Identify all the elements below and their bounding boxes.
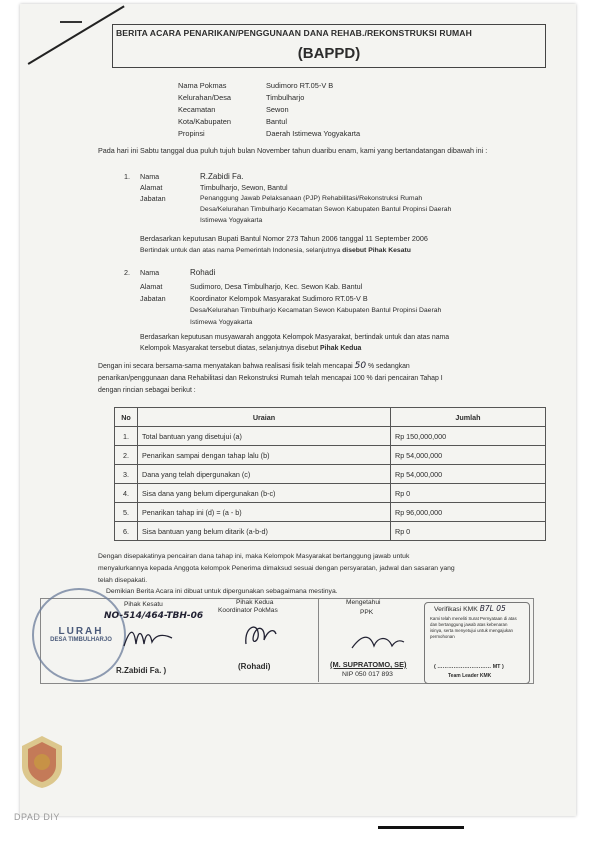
party2-number: 2.: [124, 268, 130, 277]
row-no: 6.: [115, 522, 138, 541]
sig-pihak-kedua-title: Pihak Kedua: [236, 599, 274, 606]
table-row: [115, 484, 546, 503]
closing-line3: telah disepakati.: [98, 577, 148, 584]
watermark-text: DPAD DIY: [14, 812, 60, 822]
pen-dash-mark: [60, 21, 82, 23]
intro-paragraph: Pada hari ini Sabtu tanggal dua puluh tujuh bulan November tahun duaribu enam, kami yang bertandatangan dibawah ini :: [98, 146, 488, 155]
info-value-kecamatan: Sewon: [266, 105, 289, 114]
party2-basis-line1: Berdasarkan keputusan musyawarah anggota Kelompok Masyarakat, bertindak untuk dan atas nama: [140, 334, 450, 341]
header-jumlah: Jumlah: [391, 408, 546, 427]
row-jumlah: Rp 0: [391, 484, 546, 503]
statement-line3: dengan rincian sebagai berikut :: [98, 387, 196, 394]
party2-jabatan-line1: Koordinator Kelompok Masyarakat Sudimoro RT.05-V B: [190, 294, 368, 303]
party1-jabatan-line2: Desa/Kelurahan Timbulharjo Kecamatan Sewon Kabupaten Bantul Propinsi Daerah: [200, 206, 452, 213]
party2-basis-text: Kelompok Masyarakat tersebut diatas, selanjutnya disebut: [140, 345, 321, 352]
table-header-row: [115, 408, 546, 427]
row-no: 5.: [115, 503, 138, 522]
verification-role: Team Leader KMK: [448, 673, 492, 679]
party2-basis-line2: [140, 344, 361, 354]
row-jumlah: Rp 54,000,000: [391, 465, 546, 484]
stamp-line1: LURAH: [58, 626, 104, 637]
verification-name: ( ………………………… MT ): [434, 664, 504, 670]
row-uraian: Total bantuan yang disetujui (a): [138, 427, 391, 446]
row-uraian: Sisa bantuan yang belum ditarik (a-b-d): [138, 522, 391, 541]
statement-line2: penarikan/penggunaan dana Rehabilitasi dan Rekonstruksi Rumah telah mencapai 100 % dari pencairan Tahap I: [98, 375, 443, 382]
row-jumlah: Rp 0: [391, 522, 546, 541]
closing-line2: menyalurkannya kepada Anggota kelompok Penerima dimaksud sesuai dengan persyaratan, jadwal dan sasaran yang: [98, 565, 455, 572]
header-uraian: Uraian: [138, 408, 391, 427]
signature-pihak-kesatu: [120, 626, 176, 652]
party2-alamat-label: Alamat: [140, 282, 163, 291]
row-uraian: Sisa dana yang belum dipergunakan (b-c): [138, 484, 391, 503]
verification-line4: permohonan: [430, 634, 455, 639]
sig-pihak-kesatu-title: Pihak Kesatu: [124, 601, 163, 608]
party1-alamat: Timbulharjo, Sewon, Bantul: [200, 183, 288, 192]
row-no: 2.: [115, 446, 138, 465]
info-label-desa: Kelurahan/Desa: [178, 93, 232, 102]
info-value-kabupaten: Bantul: [266, 117, 287, 126]
row-jumlah: Rp 54,000,000: [391, 446, 546, 465]
row-no: 3.: [115, 465, 138, 484]
sig-pihak-kedua-name: (Rohadi): [238, 662, 271, 671]
info-label-kecamatan: Kecamatan: [178, 105, 216, 114]
closing-line1: Dengan disepakatinya pencairan dana tahap ini, maka Kelompok Masyarakat bertanggung jawab untuk: [98, 553, 410, 560]
party2-nama-label: Nama: [140, 268, 160, 277]
table-row: [115, 503, 546, 522]
signature-mengetahui: [348, 630, 408, 656]
party1-jabatan-label: Jabatan: [140, 194, 166, 203]
stamp-line2: DESA TIMBULHARJO: [50, 637, 112, 643]
statement-line1a: Dengan ini secara bersama-sama menyatakan bahwa realisasi fisik telah mencapai: [98, 363, 353, 370]
verification-title-text: Verifikasi KMK: [434, 606, 478, 613]
party2-role: Pihak Kedua: [320, 345, 362, 352]
signature-pihak-kedua: [240, 620, 280, 650]
document-abbreviation: (BAPPD): [297, 45, 361, 62]
verification-number: B7L 05: [479, 604, 506, 613]
party1-number: 1.: [124, 172, 130, 181]
party1-jabatan-line3: Istimewa Yogyakarta: [200, 217, 263, 224]
verification-line2: dan bertanggung jawab atas kebenaran: [430, 622, 508, 627]
party1-nama-label: Nama: [140, 172, 160, 181]
verification-title: [434, 604, 506, 613]
party2-jabatan-label: Jabatan: [140, 294, 166, 303]
verification-line3: isinya, serta menyetujui untuk mengajukan: [430, 628, 513, 633]
info-label-kabupaten: Kota/Kabupaten: [178, 117, 232, 126]
table-row: [115, 446, 546, 465]
sig-mengetahui-name: (M. SUPRATOMO, SE): [330, 660, 407, 669]
info-value-pokmas: Sudimoro RT.05-V B: [266, 81, 334, 90]
verification-box: [424, 602, 530, 684]
info-label-propinsi: Propinsi: [178, 129, 205, 138]
party1-act-text: Bertindak untuk dan atas nama Pemerintah Indonesia, selanjutnya: [140, 247, 343, 254]
sig-pihak-kesatu-name: R.Zabidi Fa. ): [116, 666, 167, 675]
table-row: [115, 427, 546, 446]
table-row: [115, 522, 546, 541]
table-row: [115, 465, 546, 484]
info-value-propinsi: Daerah Istimewa Yogyakarta: [266, 129, 361, 138]
party2-jabatan-line3: Istimewa Yogyakarta: [190, 319, 253, 326]
party1-basis: Berdasarkan keputusan Bupati Bantul Nomor 273 Tahun 2006 tanggal 11 September 2006: [140, 234, 428, 243]
dpad-logo-icon: [18, 734, 66, 790]
party2-alamat: Sudimoro, Desa Timbulharjo, Kec. Sewon Kab. Bantul: [190, 282, 363, 291]
party1-jabatan-line1: Penanggung Jawab Pelaksanaan (PJP) Rehabilitasi/Rekonstruksi Rumah: [200, 195, 423, 202]
statement-line1: [98, 362, 410, 372]
party1-alamat-label: Alamat: [140, 183, 163, 192]
rincian-table: [114, 407, 546, 541]
row-no: 4.: [115, 484, 138, 503]
sig-pihak-kedua-subtitle: Koordinator PokMas: [218, 607, 278, 614]
info-value-desa: Timbulharjo: [266, 93, 305, 102]
bottom-bar: [378, 826, 464, 829]
row-jumlah: Rp 96,000,000: [391, 503, 546, 522]
signature-divider: [318, 598, 319, 682]
row-uraian: Penarikan tahap ini (d) = (a - b): [138, 503, 391, 522]
closing-line4: Demikian Berita Acara ini dibuat untuk dipergunakan sebagaimana mestinya.: [106, 588, 338, 595]
row-jumlah: Rp 150,000,000: [391, 427, 546, 446]
sig-mengetahui-nip: NIP 050 017 893: [342, 671, 393, 678]
statement-percent: 50: [354, 361, 367, 371]
sig-mengetahui-title: Mengetahui: [346, 599, 381, 606]
row-uraian: Dana yang telah dipergunakan (c): [138, 465, 391, 484]
party1-nama: R.Zabidi Fa.: [200, 172, 244, 181]
verification-line1: Kami telah meneliti Surat Pernyataan di atas: [430, 616, 517, 621]
sig-mengetahui-subtitle: PPK: [360, 609, 374, 616]
party1-act: [140, 246, 411, 256]
statement-line1b: % sedangkan: [368, 363, 410, 370]
party1-role: disebut Pihak Kesatu: [342, 247, 411, 254]
party2-jabatan-line2: Desa/Kelurahan Timbulharjo Kecamatan Sewon Kabupaten Bantul Propinsi Daerah: [190, 307, 442, 314]
row-uraian: Penarikan sampai dengan tahap lalu (b): [138, 446, 391, 465]
header-no: No: [115, 408, 138, 427]
info-label-pokmas: Nama Pokmas: [178, 81, 227, 90]
party2-nama: Rohadi: [190, 268, 216, 277]
document-title: BERITA ACARA PENARIKAN/PENGGUNAAN DANA REHAB./REKONSTRUKSI RUMAH: [116, 28, 472, 38]
handwritten-reference: NO-514/464-TBH-06: [104, 611, 204, 621]
row-no: 1.: [115, 427, 138, 446]
stamp-text: [46, 626, 116, 643]
